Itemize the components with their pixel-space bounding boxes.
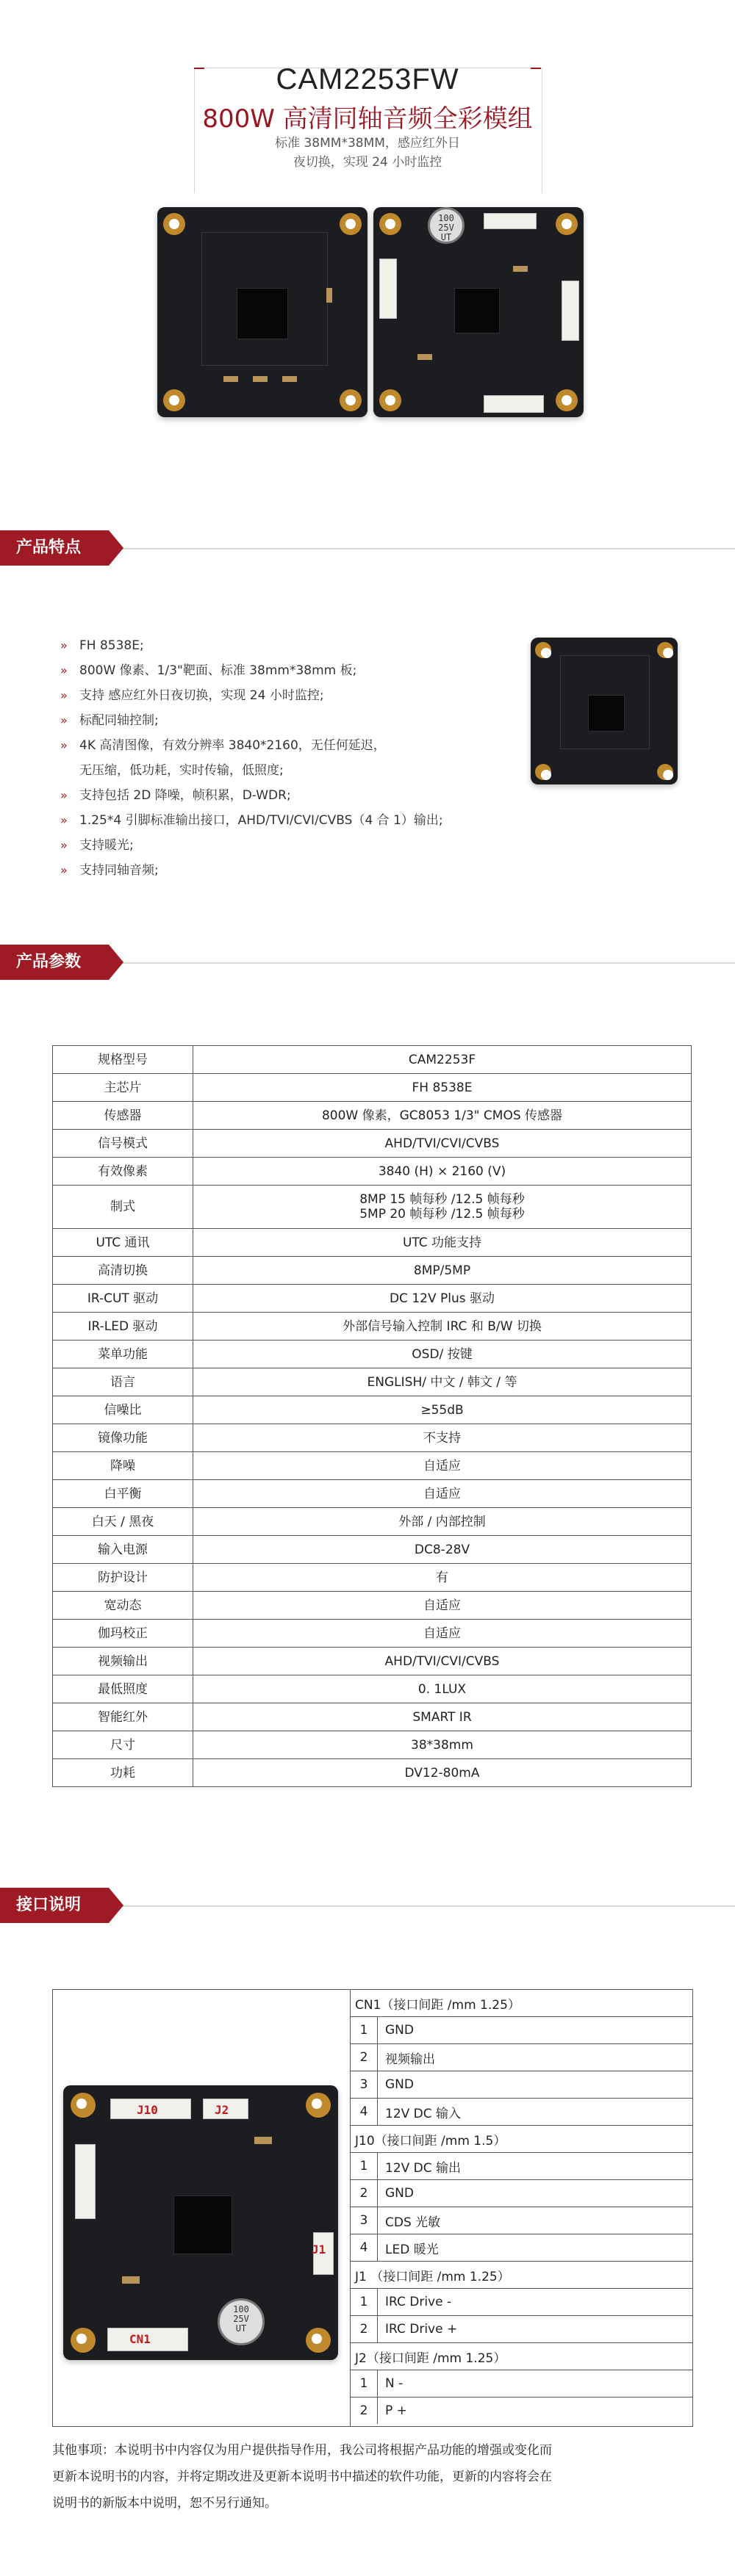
- spec-label: 镜像功能: [53, 1424, 193, 1452]
- pin-function: GND: [378, 2017, 693, 2044]
- spec-label: 视频输出: [53, 1648, 193, 1675]
- pin-function: N -: [378, 2370, 693, 2398]
- spec-value: CAM2253F: [193, 1046, 692, 1074]
- chevron-right-icon: »: [60, 688, 68, 702]
- pin-function: GND: [378, 2180, 693, 2207]
- spec-row: [53, 1564, 692, 1592]
- connector-top: [484, 213, 537, 229]
- spec-row: [53, 1452, 692, 1480]
- spec-row: [53, 1046, 692, 1074]
- label-j10: J10: [137, 2103, 158, 2117]
- feature-text: 支持 感应红外日夜切换，实现 24 小时监控;: [79, 688, 324, 703]
- spec-row: [53, 1313, 692, 1341]
- processor-chip: [454, 288, 500, 333]
- notice-line: 更新本说明书的内容，并将定期改进及更新本说明书中描述的软件功能，更新的内容将会在: [52, 2469, 552, 2484]
- pin-number: 2: [351, 2398, 378, 2425]
- spec-label: 防护设计: [53, 1564, 193, 1592]
- spec-label: 功耗: [53, 1759, 193, 1787]
- spec-label: 尺寸: [53, 1731, 193, 1759]
- spec-label: 智能红外: [53, 1703, 193, 1731]
- label-cn1: CN1: [129, 2332, 151, 2346]
- spec-row: [53, 1285, 692, 1313]
- feature-item: [60, 733, 516, 758]
- spec-label: 宽动态: [53, 1592, 193, 1620]
- connector-bottom: [484, 395, 544, 413]
- spec-row: [53, 1620, 692, 1648]
- product-model: CAM2253FW: [276, 63, 459, 95]
- interface-header-row: [351, 1990, 692, 2017]
- mount-hole: [306, 2328, 331, 2353]
- spec-value: 3840 (H) × 2160 (V): [193, 1158, 692, 1186]
- spec-value: 自适应: [193, 1452, 692, 1480]
- spec-label: 菜单功能: [53, 1341, 193, 1368]
- feature-list: [60, 633, 516, 883]
- interface-pin-row: [351, 2370, 692, 2398]
- spec-row: [53, 1508, 692, 1536]
- spec-row: [53, 1074, 692, 1102]
- spec-label: 降噪: [53, 1452, 193, 1480]
- smd-component: [513, 266, 528, 272]
- spec-label: 主芯片: [53, 1074, 193, 1102]
- pin-number: 1: [351, 2289, 378, 2316]
- spec-table: [52, 1045, 692, 1787]
- spec-row: [53, 1759, 692, 1787]
- label-j1: J1: [312, 2243, 326, 2256]
- mount-hole: [340, 213, 362, 235]
- spec-value: UTC 功能支持: [193, 1229, 692, 1257]
- interface-panel: [52, 1989, 693, 2427]
- spec-label: UTC 通讯: [53, 1229, 193, 1257]
- mount-hole: [163, 389, 185, 411]
- pin-number: 3: [351, 2207, 378, 2234]
- feature-item: [60, 658, 516, 683]
- spec-label: 制式: [53, 1186, 193, 1229]
- spec-row: [53, 1592, 692, 1620]
- label-j2: J2: [215, 2103, 229, 2117]
- spec-row: [53, 1675, 692, 1703]
- pin-number: 4: [351, 2099, 378, 2126]
- interface-pin-row: [351, 2398, 692, 2425]
- capacitor-label: 100: [233, 2304, 249, 2315]
- spec-row: [53, 1257, 692, 1285]
- mount-hole: [379, 389, 401, 411]
- interface-pin-row: [351, 2044, 692, 2071]
- interface-pin-row: [351, 2071, 692, 2099]
- spec-label: IR-LED 驱动: [53, 1313, 193, 1341]
- interface-header: CN1（接口间距 /mm 1.25）: [351, 1990, 692, 2017]
- interface-pin-table: [351, 1990, 692, 2424]
- spec-label: 最低照度: [53, 1675, 193, 1703]
- feature-text: 无压缩，低功耗，实时传输，低照度;: [79, 763, 284, 778]
- feature-text: 800W 像素、1/3"靶面、标准 38mm*38mm 板;: [79, 663, 357, 678]
- interface-header-row: [351, 2262, 692, 2289]
- spec-value: FH 8538E: [193, 1074, 692, 1102]
- smd-component: [254, 2137, 272, 2144]
- mount-hole: [556, 389, 578, 411]
- spec-row: [53, 1396, 692, 1424]
- pin-number: 1: [351, 2153, 378, 2180]
- description-line: 标准 38MM*38MM，感应红外日: [275, 136, 460, 151]
- feature-item: [60, 858, 516, 883]
- spec-value: AHD/TVI/CVI/CVBS: [193, 1130, 692, 1158]
- interface-pin-row: [351, 2099, 692, 2126]
- spec-value: 自适应: [193, 1620, 692, 1648]
- mount-hole: [535, 764, 551, 780]
- image-sensor-chip: [237, 288, 288, 339]
- spec-value: SMART IR: [193, 1703, 692, 1731]
- spec-row: [53, 1158, 692, 1186]
- interface-pin-row: [351, 2017, 692, 2044]
- smd-component: [326, 288, 332, 303]
- spec-row: [53, 1130, 692, 1158]
- capacitor-label: UT: [440, 232, 452, 242]
- mount-hole: [340, 389, 362, 411]
- mount-hole: [379, 213, 401, 235]
- spec-label: 规格型号: [53, 1046, 193, 1074]
- interface-pin-row: [351, 2234, 692, 2262]
- mount-hole: [306, 2093, 331, 2118]
- spec-label: 传感器: [53, 1102, 193, 1130]
- product-subtitle: 800W 高清同轴音频全彩模组: [202, 104, 533, 134]
- spec-label: 信号模式: [53, 1130, 193, 1158]
- board-photo-feature: [531, 638, 678, 784]
- mount-hole: [71, 2328, 96, 2353]
- interface-header-row: [351, 2126, 692, 2153]
- spec-value: 外部 / 内部控制: [193, 1508, 692, 1536]
- spec-label: IR-CUT 驱动: [53, 1285, 193, 1313]
- capacitor-label: 25V: [438, 223, 454, 233]
- spec-row: [53, 1368, 692, 1396]
- spec-row: [53, 1648, 692, 1675]
- spec-label: 语言: [53, 1368, 193, 1396]
- image-sensor-chip: [588, 695, 625, 732]
- spec-value: OSD/ 按键: [193, 1341, 692, 1368]
- spec-table-body: [53, 1046, 692, 1787]
- section-banner-interface: [0, 1888, 735, 1926]
- capacitor-label: 100: [438, 213, 454, 223]
- section-title: 产品参数: [0, 945, 109, 980]
- spec-value: ENGLISH/ 中文 / 韩文 / 等: [193, 1368, 692, 1396]
- spec-row: [53, 1424, 692, 1452]
- notice-text: [52, 2437, 692, 2517]
- pin-number: 4: [351, 2234, 378, 2262]
- spec-label: 输入电源: [53, 1536, 193, 1564]
- smd-component: [417, 354, 432, 360]
- spec-value: 有: [193, 1564, 692, 1592]
- hero-section: [0, 0, 735, 470]
- interface-header-row: [351, 2343, 692, 2370]
- spec-value: DC 12V Plus 驱动: [193, 1285, 692, 1313]
- board-photo-interface: [63, 2085, 338, 2360]
- interface-pin-row: [351, 2207, 692, 2234]
- spec-value: 自适应: [193, 1592, 692, 1620]
- spec-value: 800W 像素，GC8053 1/3" CMOS 传感器: [193, 1102, 692, 1130]
- spec-label: 伽玛校正: [53, 1620, 193, 1648]
- pin-number: 1: [351, 2017, 378, 2044]
- interface-board-area: [53, 1990, 351, 2426]
- pin-function: P +: [385, 2403, 407, 2418]
- spec-label: 有效像素: [53, 1158, 193, 1186]
- section-banner-params: [0, 945, 735, 983]
- feature-item: [60, 783, 516, 808]
- interface-pin-row: [351, 2153, 692, 2180]
- connector-left: [75, 2144, 96, 2219]
- spec-value: DC8-28V: [193, 1536, 692, 1564]
- pin-function: IRC Drive -: [378, 2289, 693, 2316]
- interface-header: J10（接口间距 /mm 1.5）: [351, 2126, 692, 2153]
- interface-pin-table-body: [351, 1990, 692, 2424]
- section-title: 接口说明: [0, 1888, 109, 1923]
- spec-value: 0. 1LUX: [193, 1675, 692, 1703]
- pin-function: LED 暖光: [378, 2234, 693, 2262]
- notice-line: 其他事项：本说明书中内容仅为用户提供指导作用，我公司将根据产品功能的增强或变化而: [52, 2443, 552, 2458]
- capacitor-label: 25V: [233, 2314, 249, 2324]
- chevron-right-icon: »: [60, 663, 68, 677]
- spec-row: [53, 1536, 692, 1564]
- section-banner-features: [0, 530, 735, 569]
- spec-label: 高清切换: [53, 1257, 193, 1285]
- feature-item: [60, 633, 516, 658]
- pin-function: 12V DC 输入: [378, 2099, 693, 2126]
- feature-item: [60, 708, 516, 733]
- capacitor: [428, 207, 465, 244]
- description-line: 夜切换，实现 24 小时监控: [293, 155, 442, 170]
- feature-text: 1.25*4 引脚标准输出接口，AHD/TVI/CVI/CVBS（4 合 1）输出;: [79, 813, 443, 828]
- spec-value: 自适应: [193, 1480, 692, 1508]
- feature-item-continued: [60, 758, 516, 783]
- mount-hole: [657, 642, 673, 658]
- interface-header: J1 （接口间距 /mm 1.25）: [351, 2262, 692, 2289]
- mount-hole: [556, 213, 578, 235]
- feature-text: 支持暖光;: [79, 838, 134, 853]
- spec-label: 信噪比: [53, 1396, 193, 1424]
- feature-text: FH 8538E;: [79, 638, 144, 653]
- spec-label: 白平衡: [53, 1480, 193, 1508]
- spec-value-line: 8MP 15 帧每秒 /12.5 帧每秒: [359, 1192, 525, 1207]
- pin-function: 视频输出: [378, 2044, 693, 2071]
- pin-number: 1: [351, 2370, 378, 2398]
- feature-item: [60, 683, 516, 708]
- mount-hole: [657, 764, 673, 780]
- section-title: 产品特点: [0, 530, 109, 566]
- spec-value: 外部信号输入控制 IRC 和 B/W 切换: [193, 1313, 692, 1341]
- board-photo-front: [157, 207, 368, 417]
- chevron-right-icon: »: [60, 738, 68, 752]
- pin-function: GND: [378, 2071, 693, 2099]
- spec-value: AHD/TVI/CVI/CVBS: [193, 1648, 692, 1675]
- notice-line: 说明书的新版本中说明，恕不另行通知。: [52, 2496, 277, 2511]
- interface-pin-row: [351, 2316, 692, 2343]
- mount-hole: [535, 642, 551, 658]
- chevron-right-icon: »: [60, 638, 68, 652]
- smd-component: [282, 376, 297, 382]
- spec-value: [193, 1186, 692, 1229]
- mount-hole: [71, 2093, 96, 2118]
- spec-value: 38*38mm: [193, 1731, 692, 1759]
- feature-text: 标配同轴控制;: [79, 713, 159, 728]
- feature-text: 支持包括 2D 降噪，帧积累，D-WDR;: [79, 788, 291, 803]
- interface-pin-row: [351, 2289, 692, 2316]
- product-description: [0, 134, 735, 172]
- spec-row: [53, 1186, 692, 1229]
- spec-value-line: 5MP 20 帧每秒 /12.5 帧每秒: [359, 1207, 525, 1222]
- capacitor: [218, 2298, 265, 2345]
- pin-number: 3: [351, 2071, 378, 2099]
- spec-row: [53, 1703, 692, 1731]
- spec-label: 白天 / 黑夜: [53, 1508, 193, 1536]
- connector-right: [562, 281, 579, 341]
- pin-number: 2: [351, 2044, 378, 2071]
- pin-number: 2: [351, 2316, 378, 2343]
- chevron-right-icon: »: [60, 713, 68, 727]
- spec-row: [53, 1229, 692, 1257]
- spec-row: [53, 1731, 692, 1759]
- smd-component: [223, 376, 238, 382]
- interface-header: J2（接口间距 /mm 1.25）: [351, 2343, 692, 2370]
- spec-value: DV12-80mA: [193, 1759, 692, 1787]
- pin-number: 2: [351, 2180, 378, 2207]
- processor-chip: [173, 2196, 232, 2254]
- connector-left: [379, 259, 397, 319]
- spec-value: ≥55dB: [193, 1396, 692, 1424]
- feature-text: 支持同轴音频;: [79, 863, 159, 878]
- interface-pin-row: [351, 2180, 692, 2207]
- spec-row: [53, 1341, 692, 1368]
- board-photo-back: [373, 207, 584, 417]
- mount-hole: [163, 213, 185, 235]
- pin-function: CDS 光敏: [378, 2207, 693, 2234]
- feature-item: [60, 808, 516, 833]
- chevron-right-icon: »: [60, 813, 68, 827]
- capacitor-label: UT: [235, 2323, 247, 2334]
- spec-row: [53, 1102, 692, 1130]
- feature-text: 4K 高清图像，有效分辨率 3840*2160，无任何延迟，: [79, 738, 386, 753]
- spec-row: [53, 1480, 692, 1508]
- smd-component: [253, 376, 268, 382]
- feature-item: [60, 833, 516, 858]
- spec-value: 8MP/5MP: [193, 1257, 692, 1285]
- smd-component: [122, 2276, 140, 2284]
- spec-value: 不支持: [193, 1424, 692, 1452]
- pin-function: 12V DC 输出: [378, 2153, 693, 2180]
- pin-function: IRC Drive +: [378, 2316, 693, 2343]
- chevron-right-icon: »: [60, 788, 68, 802]
- chevron-right-icon: »: [60, 863, 68, 877]
- chevron-right-icon: »: [60, 838, 68, 852]
